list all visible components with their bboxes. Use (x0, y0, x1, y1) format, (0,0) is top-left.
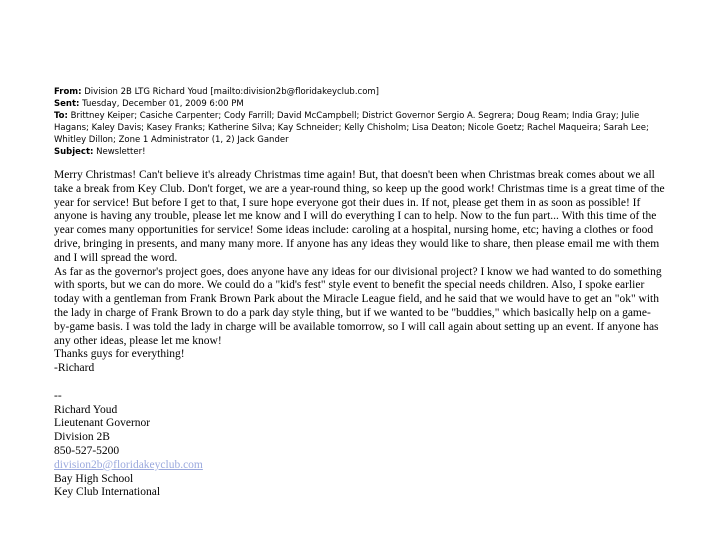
body-thanks: Thanks guys for everything! (54, 348, 185, 361)
subject-row (54, 146, 666, 158)
email-body (54, 169, 666, 500)
subject-value: Newsletter! (96, 147, 146, 158)
sent-label: Sent: (54, 99, 80, 110)
signature-dashes: -- (54, 389, 62, 402)
from-row (54, 86, 666, 98)
signature-org: Key Club International (54, 486, 161, 499)
email-header (54, 86, 666, 159)
sent-row (54, 98, 666, 110)
body-signoff: -Richard (54, 362, 95, 375)
signature-school: Bay High School (54, 472, 134, 485)
signature-phone: 850-527-5200 (54, 444, 120, 457)
signature-division: Division 2B (54, 431, 110, 444)
signature-email-link[interactable]: division2b@floridakeyclub.com (54, 458, 203, 471)
subject-label: Subject: (54, 147, 94, 158)
body-paragraph-2: As far as the governor's project goes, does anyone have any ideas for our divisional project? I know we had wanted to do something with sports, but we can do more. We could do a "kid's fest" style event to benefit the special needs children. Also, I spoke earlier today with a gentleman from Frank Brown Park about the Miracle League field, and he said that we would have to get an "ok" with the lady in charge of Frank Brown to do a park day style thing, but if we wanted to be "buddies," which basically help on a game-by-game basis. I was told the lady in charge will be available tomorrow, so I will call again about setting up an event. If anyone has any other ideas, please let me know! (54, 265, 662, 347)
signature-name: Richard Youd (54, 403, 118, 416)
sent-value: Tuesday, December 01, 2009 6:00 PM (82, 99, 244, 110)
to-value: Brittney Keiper; Casiche Carpenter; Cody Farrill; David McCampbell; District Governor Sergio A. Segrera; Doug Ream; India Gray; Julie Hagans; Kaley Davis; Kasey Franks; Katherine Silva; Kay Schneider; Kelly Chisholm; Lisa Deaton; Nicole Goetz; Rachel Maqueira; Sarah Lee; Whitley Dillon; Zone 1 Administrator (1, 2) Jack Gander (54, 111, 649, 146)
from-value: Division 2B LTG Richard Youd [mailto:division2b@floridakeyclub.com] (84, 87, 379, 97)
to-label: To: (54, 111, 68, 122)
from-label: From: (54, 87, 82, 97)
signature-title: Lieutenant Governor (54, 417, 151, 430)
to-row (54, 110, 666, 146)
signature-block (54, 390, 666, 500)
body-paragraph-1: Merry Christmas! Can't believe it's already Christmas time again! But, that doesn't been when Christmas break comes about we all take a break from Key Club. Don't forget, we are a year-round thing, so keep up the good work! Christmas time is a great time of the year for service! But before I get to that, I sure hope everyone got their dues in. If not, please get them in as soon as possible! If anyone is having any trouble, please let me know and I will do everything I can to help. Now to the fun part... With this time of the year comes many opportunities for service! Some ideas include: caroling at a hospital, nursing home, etc; having a clothes or food drive, bringing in presents, and many many more. If anyone has any ideas they would like to share, then please email me with them and I will spread the word. (54, 169, 665, 264)
